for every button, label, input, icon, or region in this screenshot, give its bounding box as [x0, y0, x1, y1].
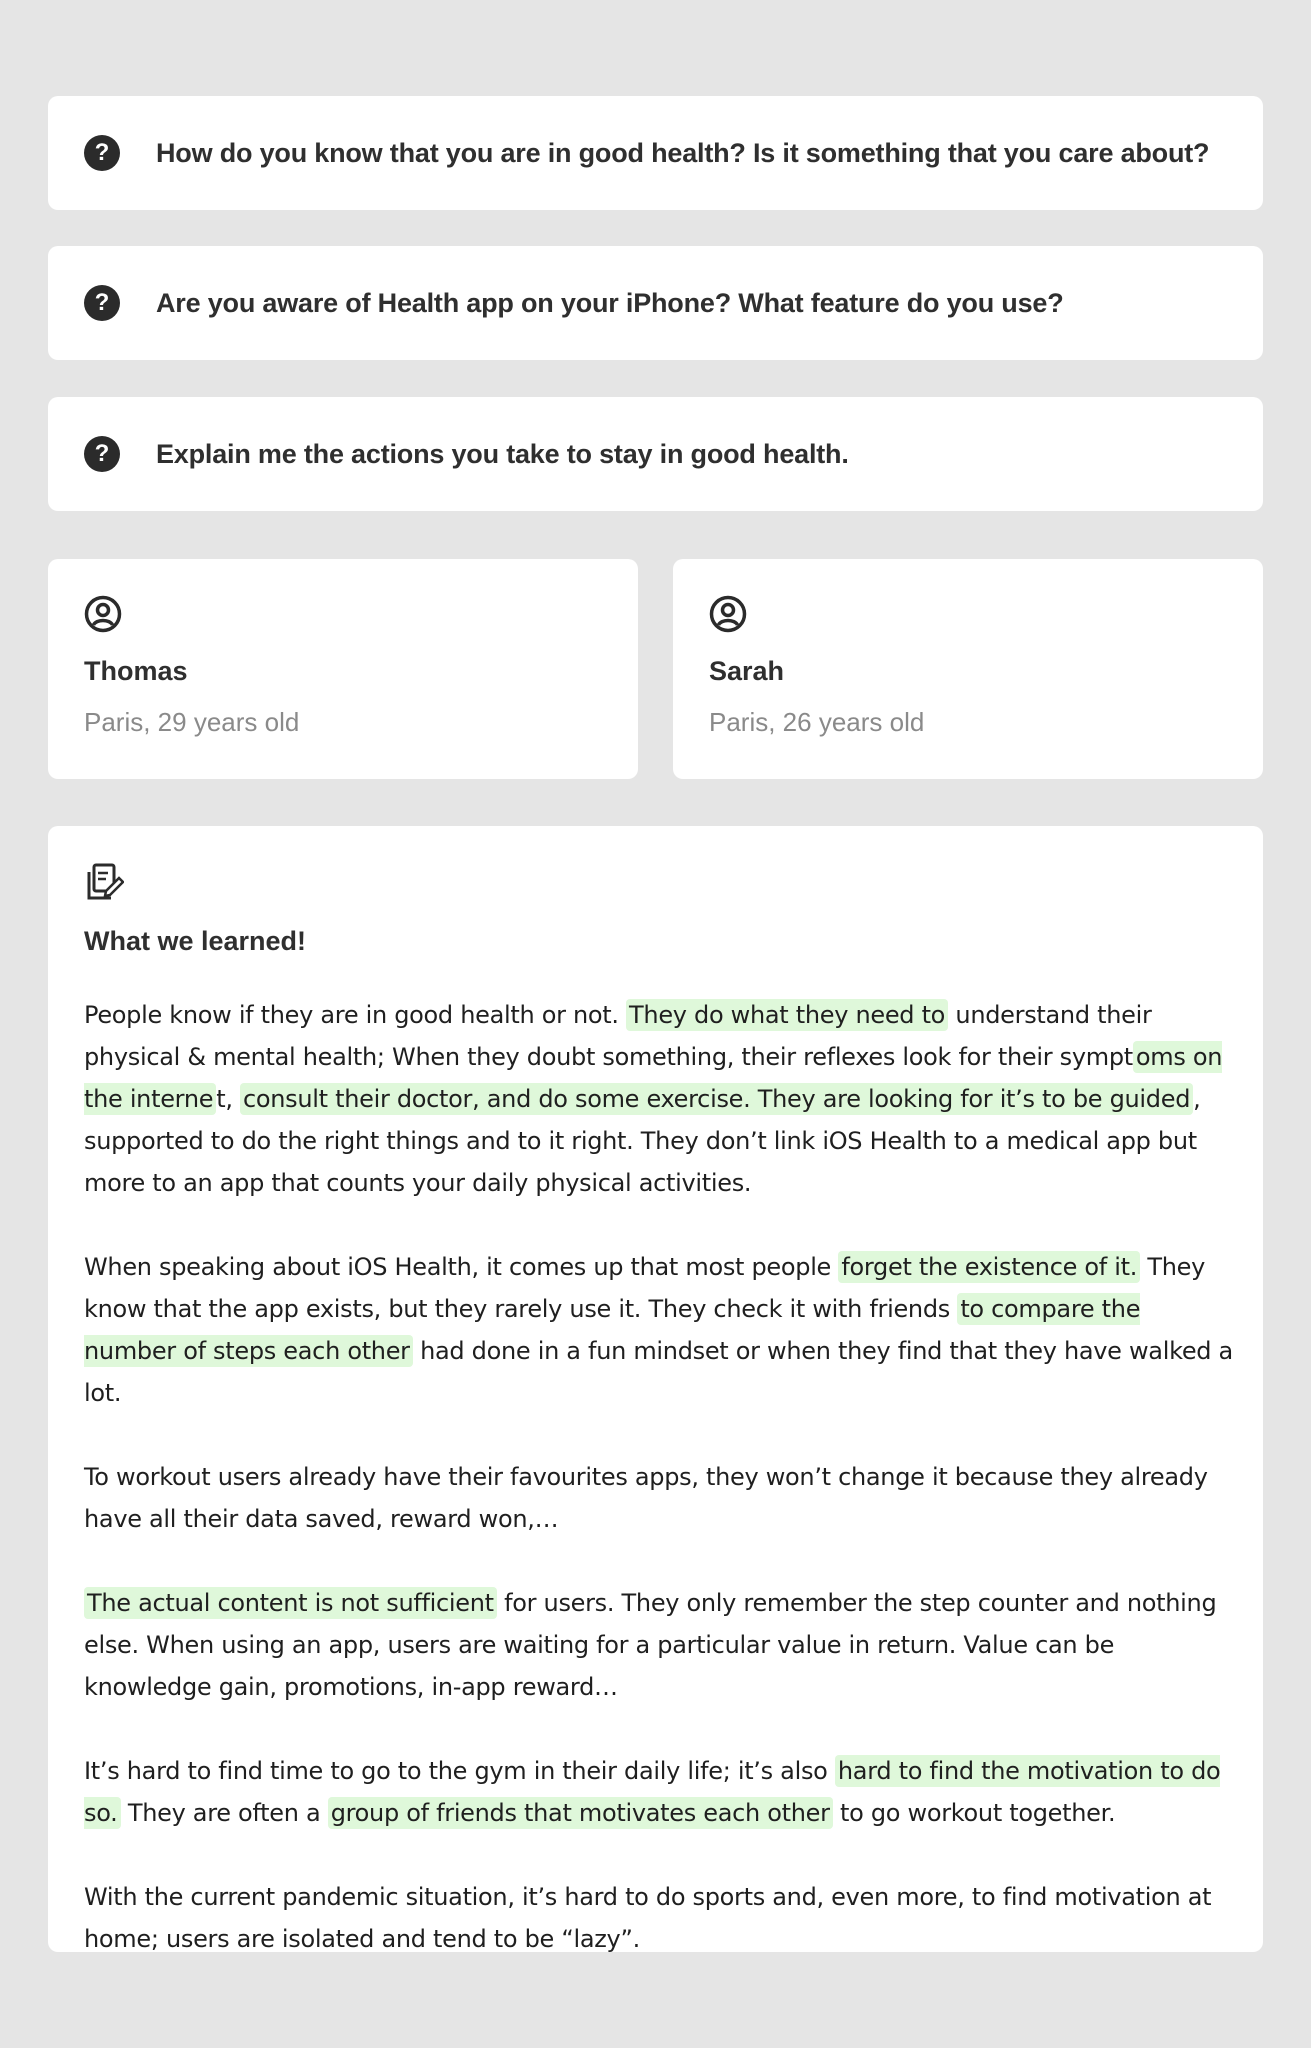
question-card — [48, 246, 1263, 360]
paragraph-text: With the current pandemic situation, it’s hard to do sports and, even more, to find motivation at home; users are isolated and tend to be “lazy”. — [84, 1883, 1212, 1953]
learning-paragraph — [84, 1246, 1234, 1414]
user-circle-icon — [709, 595, 747, 633]
paragraph-text: It’s hard to find time to go to the gym in their daily life; it’s also — [84, 1757, 835, 1785]
paragraph-text: They know that the app exists, but they rarely use it. They check it with friends — [84, 1253, 1206, 1323]
highlighted-text: The actual content is not sufficient — [84, 1587, 497, 1619]
question-card — [48, 397, 1263, 511]
persona-details: Paris, 29 years old — [84, 707, 300, 737]
highlighted-text: consult their doctor, and do some exercise. They are looking for it’s to be guided — [240, 1083, 1193, 1115]
learnings-body — [84, 994, 1234, 2002]
paragraph-text: , supported to do the right things and to it right. They don’t link iOS Health to a medical app but more to an app that counts your daily physical activities. — [84, 1085, 1201, 1197]
user-circle-icon — [84, 595, 122, 633]
paragraph-text: to go workout together. — [832, 1799, 1116, 1827]
highlighted-text: oms on the interne — [84, 1043, 1223, 1113]
highlighted-text: group of friends that motivates each other — [328, 1797, 833, 1829]
learning-paragraph — [84, 1750, 1234, 1834]
notes-edit-icon — [84, 862, 124, 902]
learning-paragraph — [84, 1876, 1234, 1960]
persona-card-sarah — [673, 559, 1263, 779]
question-text: Are you aware of Health app on your iPhone? What feature do you use? — [156, 288, 1064, 318]
paragraph-text: for users. They only remember the step counter and nothing else. When using an app, users are waiting for a particular value in return. Value can be knowledge gain, promotions, in-app reward… — [84, 1589, 1217, 1701]
learning-paragraph — [84, 1456, 1234, 1540]
highlighted-text: hard to find the motivation to do so. — [84, 1757, 1221, 1827]
paragraph-text: People know if they are in good health or not. — [84, 1001, 627, 1029]
learnings-card — [48, 826, 1263, 1952]
paragraph-text: had done in a fun mindset or when they find that they have walked a lot. — [84, 1337, 1233, 1407]
question-card — [48, 96, 1263, 210]
persona-name: Thomas — [84, 656, 188, 686]
persona-details: Paris, 26 years old — [709, 707, 925, 737]
learning-paragraph — [84, 994, 1234, 1204]
learnings-title: What we learned! — [84, 926, 307, 956]
learning-paragraph — [84, 1582, 1234, 1708]
highlighted-text: to compare the number of steps each other — [84, 1295, 1141, 1365]
question-circle-icon: ? — [84, 285, 120, 321]
question-circle-icon: ? — [84, 436, 120, 472]
persona-card-thomas — [48, 559, 638, 779]
highlighted-text: forget the existence of it. — [838, 1251, 1140, 1283]
question-text: How do you know that you are in good health? Is it something that you care about? — [156, 138, 1210, 168]
paragraph-text: To workout users already have their favourites apps, they won’t change it because they already have all their data saved, reward won,… — [84, 1463, 1208, 1533]
persona-name: Sarah — [709, 656, 785, 686]
paragraph-text: When speaking about iOS Health, it comes up that most people — [84, 1253, 839, 1281]
paragraph-text: They are often a — [120, 1799, 328, 1827]
question-text: Explain me the actions you take to stay in good health. — [156, 439, 849, 469]
highlighted-text: They do what they need to — [626, 999, 948, 1031]
paragraph-text: t, — [216, 1085, 240, 1113]
question-circle-icon: ? — [84, 135, 120, 171]
paragraph-text: understand their physical & mental health; When they doubt something, their reflexes look for their sympt — [84, 1001, 1152, 1071]
